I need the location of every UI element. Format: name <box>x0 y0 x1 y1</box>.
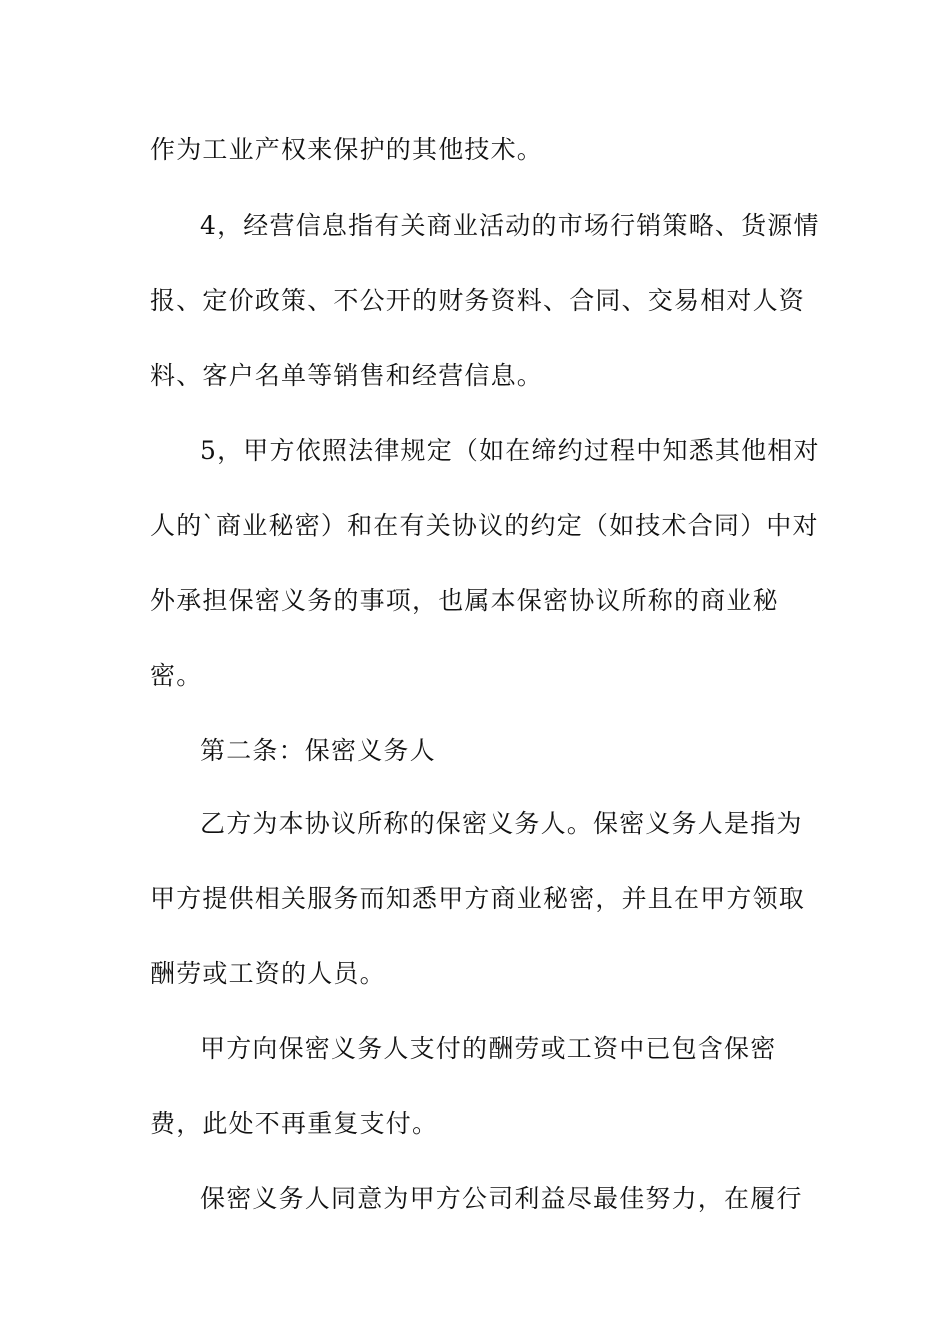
text-line-4: 料、客户名单等销售和经营信息。 <box>150 361 544 390</box>
text-line-14: 费，此处不再重复支付。 <box>150 1109 439 1138</box>
text-line-6: 人的`商业秘密）和在有关协议的约定（如技术合同）中对 <box>150 511 819 540</box>
text-line-13: 甲方向保密义务人支付的酬劳或工资中已包含保密 <box>200 1034 777 1063</box>
text-line-10: 乙方为本协议所称的保密义务人。保密义务人是指为 <box>200 809 803 838</box>
text-line-5: 5，甲方依照法律规定（如在缔约过程中知悉其他相对 <box>200 436 820 465</box>
text-line-12: 酬劳或工资的人员。 <box>150 959 386 988</box>
section-heading: 第二条：保密义务人 <box>200 736 436 765</box>
text-line-8: 密。 <box>150 661 203 690</box>
text-line-11: 甲方提供相关服务而知悉甲方商业秘密，并且在甲方领取 <box>150 884 806 913</box>
text-line-3: 报、定价政策、不公开的财务资料、合同、交易相对人资 <box>150 286 806 315</box>
text-line-15: 保密义务人同意为甲方公司利益尽最佳努力，在履行 <box>200 1184 803 1213</box>
text-line-7: 外承担保密义务的事项，也属本保密协议所称的商业秘 <box>150 586 779 615</box>
text-line-2: 4，经营信息指有关商业活动的市场行销策略、货源情 <box>200 211 820 240</box>
text-line-1: 作为工业产权来保护的其他技术。 <box>150 135 544 164</box>
